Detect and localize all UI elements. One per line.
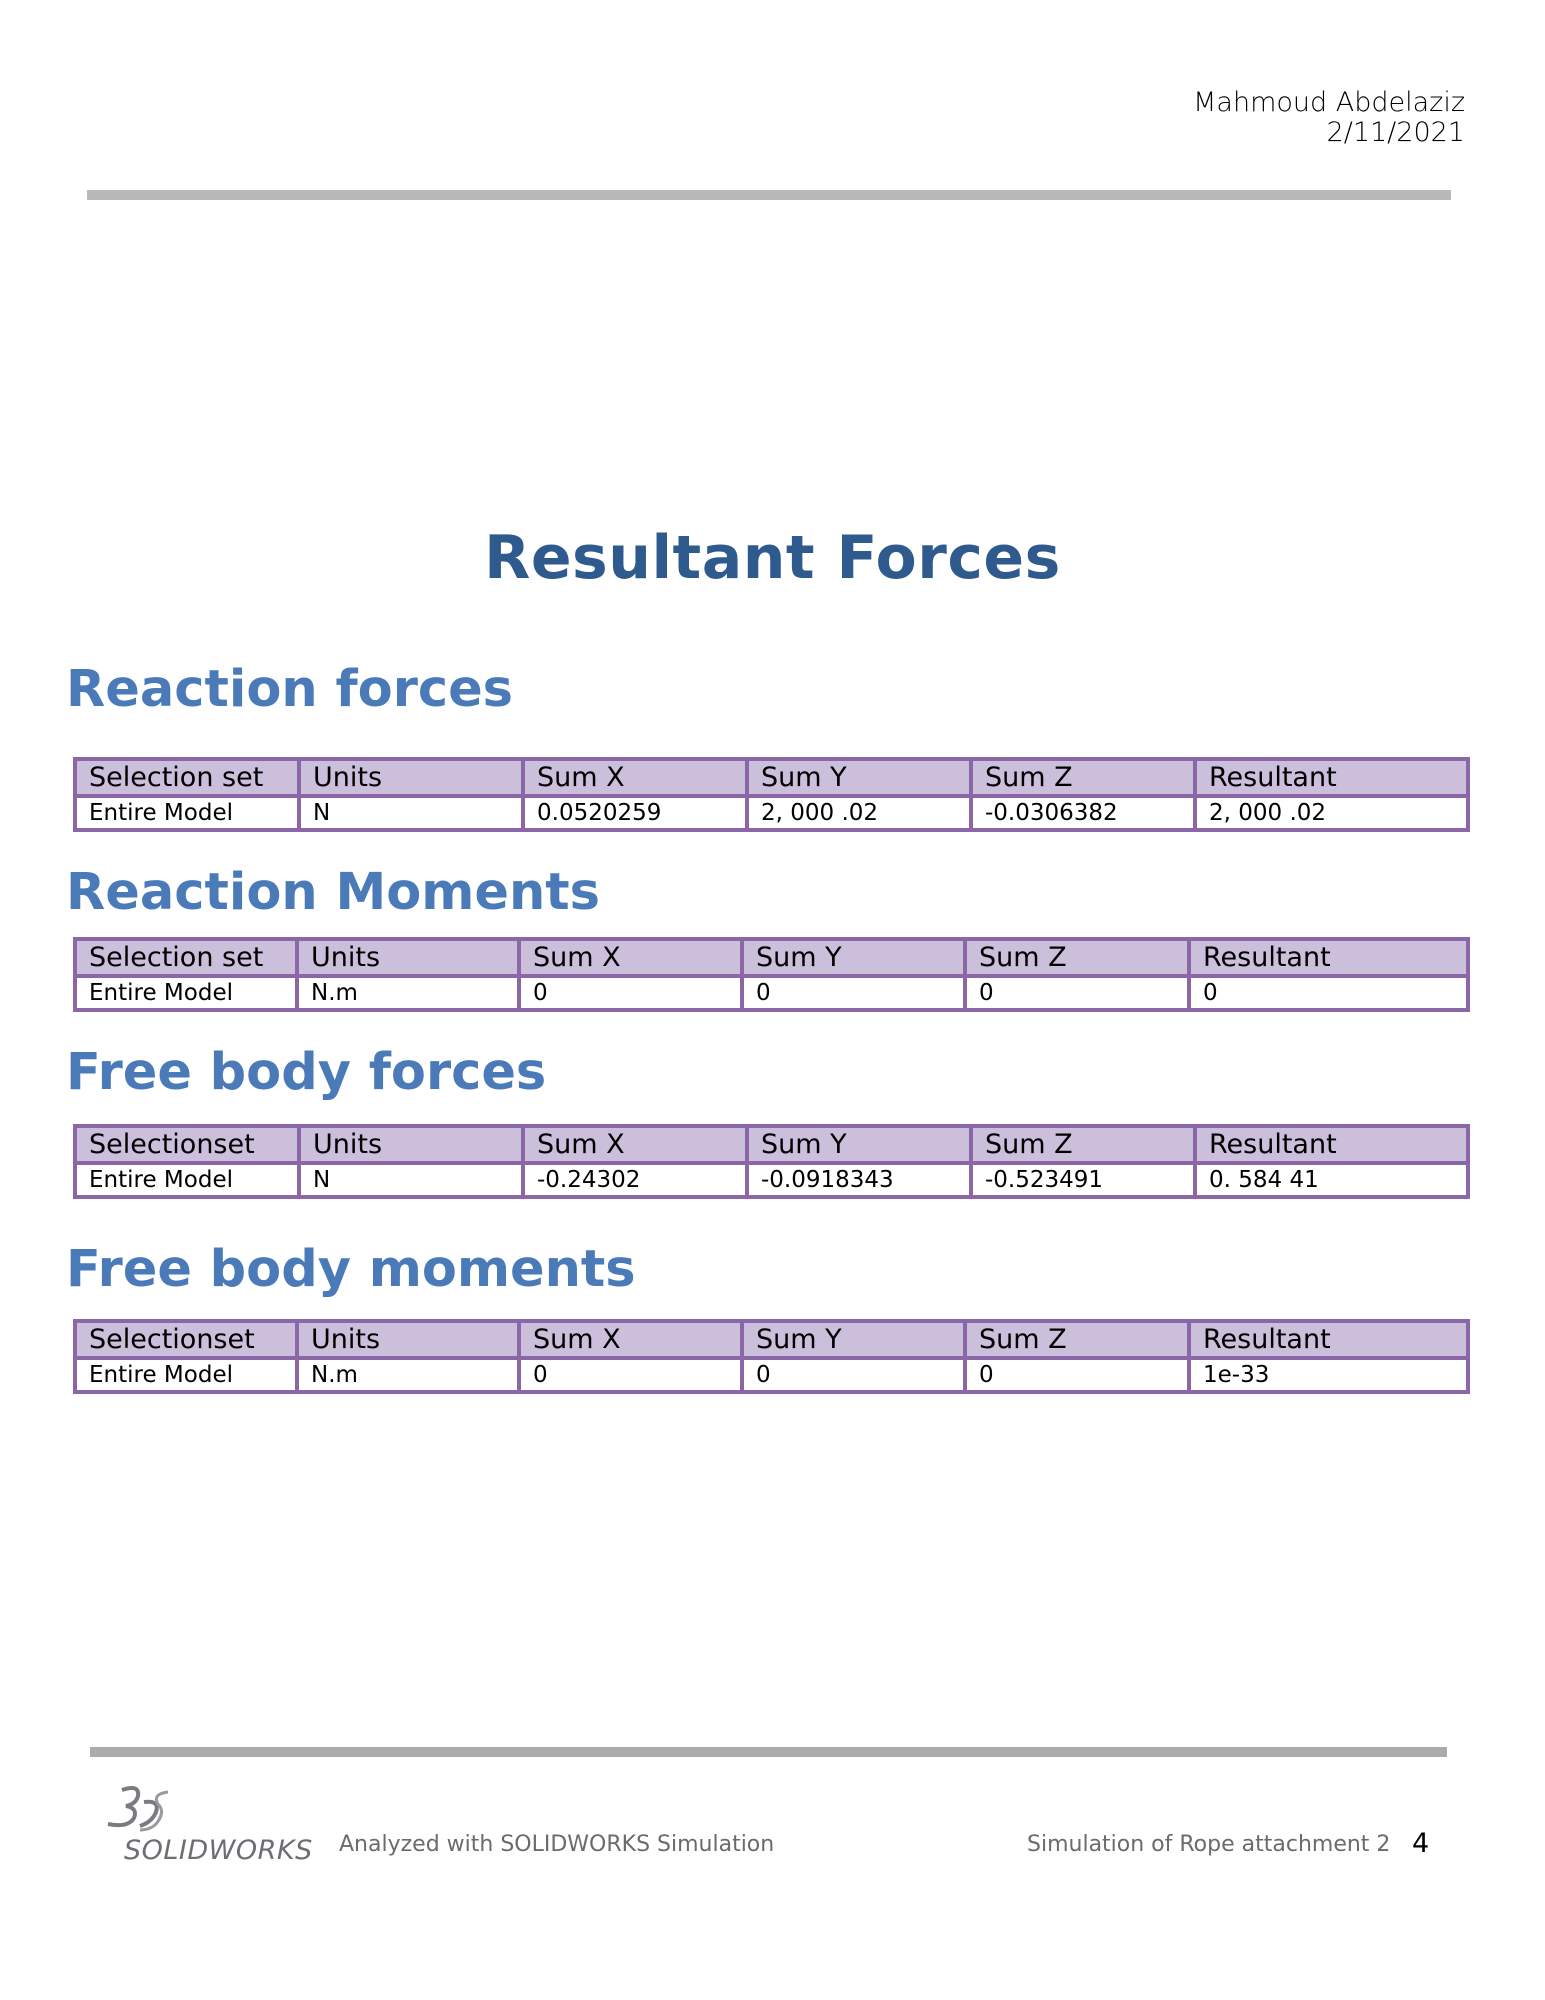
header-cell: Sum X — [519, 1321, 742, 1358]
header-cell: Sum Z — [965, 1321, 1189, 1358]
solidworks-wordmark: SOLIDWORKS — [124, 1835, 313, 1866]
table-header-row — [75, 759, 1468, 796]
table-row — [75, 1163, 1468, 1197]
table-header-row — [75, 1126, 1468, 1163]
header-cell: Sum X — [523, 759, 747, 796]
table-cell: -0.0306382 — [971, 796, 1195, 830]
table-cell: 0 — [519, 1358, 742, 1392]
table-cell: 0 — [742, 976, 965, 1010]
header-cell: Sum X — [523, 1126, 747, 1163]
section-title-free-body-forces: Free body forces — [66, 1043, 547, 1102]
header-cell: Sum X — [519, 939, 742, 976]
header-cell: Resultant — [1189, 939, 1468, 976]
table-cell: 0. 584 41 — [1195, 1163, 1468, 1197]
table-cell: Entire Model — [75, 796, 299, 830]
footer-document-name: Simulation of Rope attachment 2 — [1027, 1832, 1391, 1857]
header-cell: Sum Z — [971, 759, 1195, 796]
header-cell: Selectionset — [75, 1321, 297, 1358]
header-divider — [87, 190, 1451, 200]
header-cell: Selection set — [75, 759, 299, 796]
table-cell: N — [299, 796, 523, 830]
table-cell: 0 — [965, 976, 1189, 1010]
header-cell: Sum Y — [742, 1321, 965, 1358]
header-cell: Resultant — [1189, 1321, 1468, 1358]
header-cell: Sum Y — [747, 1126, 971, 1163]
header-cell: Units — [297, 939, 519, 976]
table-cell: 0.0520259 — [523, 796, 747, 830]
free-body-moments-table — [73, 1319, 1470, 1394]
header-cell: Units — [297, 1321, 519, 1358]
page-title: Resultant Forces — [484, 523, 1061, 593]
table-cell: 1e-33 — [1189, 1358, 1468, 1392]
author-name: Mahmoud Abdelaziz — [1193, 87, 1465, 118]
reaction-moments-table — [73, 937, 1470, 1012]
footer-divider — [90, 1747, 1447, 1757]
table-row — [75, 976, 1468, 1010]
reaction-forces-table — [73, 757, 1470, 832]
table-cell: N.m — [297, 1358, 519, 1392]
header-cell: Sum Z — [965, 939, 1189, 976]
table-cell: Entire Model — [75, 976, 297, 1010]
page-number: 4 — [1412, 1828, 1430, 1859]
header-cell: Sum Y — [747, 759, 971, 796]
header-author-block — [965, 88, 1465, 148]
table-row — [75, 1358, 1468, 1392]
section-title-reaction-moments: Reaction Moments — [66, 863, 601, 922]
table-cell: Entire Model — [75, 1163, 299, 1197]
table-cell: 0 — [1189, 976, 1468, 1010]
report-date: 2/11/2021 — [1326, 117, 1465, 148]
header-cell: Selectionset — [75, 1126, 299, 1163]
table-cell: N.m — [297, 976, 519, 1010]
table-header-row — [75, 1321, 1468, 1358]
header-cell: Resultant — [1195, 759, 1468, 796]
header-cell: Sum Z — [971, 1126, 1195, 1163]
table-row — [75, 796, 1468, 830]
footer-analyzed-text: Analyzed with SOLIDWORKS Simulation — [339, 1832, 775, 1857]
section-title-free-body-moments: Free body moments — [66, 1240, 636, 1299]
table-cell: N — [299, 1163, 523, 1197]
free-body-forces-table — [73, 1124, 1470, 1199]
table-cell: -0.523491 — [971, 1163, 1195, 1197]
table-cell: 0 — [519, 976, 742, 1010]
section-title-reaction-forces: Reaction forces — [66, 660, 514, 719]
table-cell: 2, 000 .02 — [747, 796, 971, 830]
header-cell: Units — [299, 1126, 523, 1163]
table-cell: 0 — [742, 1358, 965, 1392]
table-header-row — [75, 939, 1468, 976]
header-cell: Resultant — [1195, 1126, 1468, 1163]
table-cell: 0 — [965, 1358, 1189, 1392]
table-cell: 2, 000 .02 — [1195, 796, 1468, 830]
table-cell: -0.24302 — [523, 1163, 747, 1197]
header-cell: Sum Y — [742, 939, 965, 976]
header-cell: Selection set — [75, 939, 297, 976]
table-cell: -0.0918343 — [747, 1163, 971, 1197]
header-cell: Units — [299, 759, 523, 796]
table-cell: Entire Model — [75, 1358, 297, 1392]
